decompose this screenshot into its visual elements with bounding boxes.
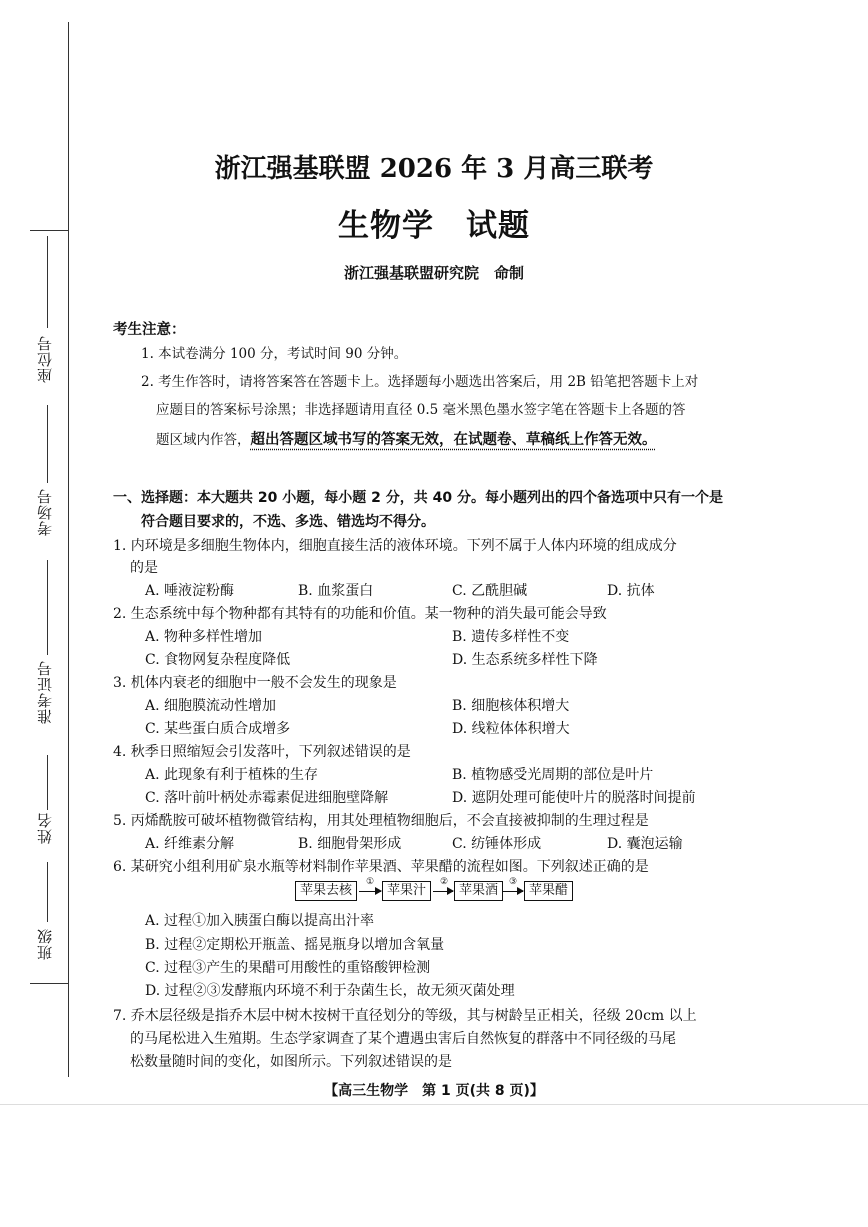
subject-title: 生物学 试题 — [338, 208, 530, 244]
notice-emphasis-text: 超出答题区域书写的答案无效，在试题卷、草稿纸上作答无效。 — [250, 432, 657, 448]
q5-option-a[interactable]: A. 纤维素分解 — [145, 836, 235, 852]
q1-option-c[interactable]: C. 乙酰胆碱 — [452, 583, 528, 599]
q1-option-d[interactable]: D. 抗体 — [607, 583, 655, 599]
strip-bottom-rule — [30, 983, 68, 984]
q7-stem-line-2: 的马尾松进入生殖期。生态学家调查了某个遭遇虫害后自然恢复的群落中不同径级的马尾 — [130, 1031, 676, 1047]
q6-option-b[interactable]: B. 过程②定期松开瓶盖、摇晃瓶身以增加含氧量 — [145, 937, 445, 953]
q4-stem: 4. 秋季日照缩短会引发落叶，下列叙述错误的是 — [113, 744, 411, 760]
exam-title: 浙江强基联盟 2026 年 3 月高三联考 — [214, 154, 654, 184]
notice-item-2-line-3 — [156, 430, 657, 450]
name-fill-line[interactable] — [47, 755, 48, 810]
page-footer: 【高三生物学 第 1 页(共 8 页)】 — [324, 1083, 544, 1099]
flow-step-1-label: ① — [366, 877, 375, 887]
q1-stem-line-1: 1. 内环境是多细胞生物体内，细胞直接生活的液体环境。下列不属于人体内环境的组成成分 — [113, 538, 677, 554]
q6-option-d[interactable]: D. 过程②③发酵瓶内环境不利于杂菌生长，故无须灭菌处理 — [145, 983, 515, 999]
notice-heading: 考生注意： — [113, 322, 186, 338]
flow-step-3-label: ③ — [509, 877, 518, 887]
footer-divider — [0, 1104, 868, 1105]
q5-option-b[interactable]: B. 细胞骨架形成 — [298, 836, 402, 852]
flow-box-apple-wine: 苹果酒 — [454, 881, 503, 901]
class-label: 班级 — [36, 928, 54, 960]
flow-arrow-1 — [359, 891, 381, 892]
q3-option-d[interactable]: D. 线粒体体积增大 — [452, 721, 570, 737]
q5-option-c[interactable]: C. 纺锤体形成 — [452, 836, 542, 852]
q5-stem: 5. 丙烯酰胺可破坏植物微管结构，用其处理植物细胞后，不会直接被抑制的生理过程是 — [113, 813, 649, 829]
q3-option-c[interactable]: C. 某些蛋白质合成增多 — [145, 721, 291, 737]
class-fill-line[interactable] — [47, 862, 48, 922]
admission-number-label: 准考证号 — [36, 660, 54, 724]
section-1-heading-line-2: 符合题目要求的，不选、多选、错选均不得分。 — [141, 514, 435, 530]
flow-step-2-label: ② — [440, 877, 449, 887]
q1-option-b[interactable]: B. 血浆蛋白 — [298, 583, 374, 599]
q2-option-b[interactable]: B. 遗传多样性不变 — [452, 629, 570, 645]
notice-plain-text: 题区域内作答， — [156, 432, 251, 448]
q3-stem: 3. 机体内衰老的细胞中一般不会发生的现象是 — [113, 675, 397, 691]
q6-option-a[interactable]: A. 过程①加入胰蛋白酶以提高出汁率 — [145, 913, 375, 929]
notice-item-1: 1. 本试卷满分 100 分，考试时间 90 分钟。 — [141, 346, 408, 362]
q4-option-b[interactable]: B. 植物感受光周期的部位是叶片 — [452, 767, 654, 783]
q1-stem-line-2: 的是 — [130, 560, 158, 576]
notice-item-2-line-2: 应题目的答案标号涂黑；非选择题请用直径 0.5 毫米黑色墨水签字笔在答题卡上各题的答 — [156, 402, 686, 418]
q2-option-a[interactable]: A. 物种多样性增加 — [145, 629, 263, 645]
q1-option-a[interactable]: A. 唾液淀粉酶 — [145, 583, 235, 599]
q2-stem: 2. 生态系统中每个物种都有其特有的功能和价值。某一物种的消失最可能会导致 — [113, 606, 607, 622]
q5-option-d[interactable]: D. 囊泡运输 — [607, 836, 683, 852]
admission-number-fill-line[interactable] — [47, 560, 48, 655]
notice-item-2-line-1: 2. 考生作答时，请将答案答在答题卡上。选择题每小题选出答案后，用 2B 铅笔把答题卡上对 — [141, 374, 699, 390]
name-label: 姓名 — [36, 812, 54, 844]
flow-arrow-2 — [433, 891, 453, 892]
author-line: 浙江强基联盟研究院 命制 — [343, 264, 524, 282]
seat-number-label: 座位号 — [36, 335, 54, 383]
q4-option-a[interactable]: A. 此现象有利于植株的生存 — [145, 767, 319, 783]
q4-option-d[interactable]: D. 遮阴处理可能使叶片的脱落时间提前 — [452, 790, 696, 806]
room-number-label: 考场号 — [36, 488, 54, 536]
q6-option-c[interactable]: C. 过程③产生的果醋可用酸性的重铬酸钾检测 — [145, 960, 431, 976]
flow-box-apple-pitted: 苹果去核 — [295, 881, 357, 901]
flow-box-apple-vinegar: 苹果醋 — [524, 881, 573, 901]
q7-stem-line-1: 7. 乔木层径级是指乔木层中树木按树干直径划分的等级，其与树龄呈正相关，径级 20cm 以上 — [113, 1008, 697, 1024]
q2-option-d[interactable]: D. 生态系统多样性下降 — [452, 652, 598, 668]
q4-option-c[interactable]: C. 落叶前叶柄处赤霉素促进细胞壁降解 — [145, 790, 389, 806]
flow-arrow-3 — [503, 891, 523, 892]
q6-stem: 6. 某研究小组利用矿泉水瓶等材料制作苹果酒、苹果醋的流程如图。下列叙述正确的是 — [113, 859, 649, 875]
q3-option-a[interactable]: A. 细胞膜流动性增加 — [145, 698, 277, 714]
q3-option-b[interactable]: B. 细胞核体积增大 — [452, 698, 570, 714]
room-number-fill-line[interactable] — [47, 405, 48, 483]
q2-option-c[interactable]: C. 食物网复杂程度降低 — [145, 652, 291, 668]
flow-box-apple-juice: 苹果汁 — [382, 881, 431, 901]
q7-stem-line-3: 松数量随时间的变化，如图所示。下列叙述错误的是 — [130, 1054, 452, 1070]
section-1-heading-line-1: 一、选择题：本大题共 20 小题，每小题 2 分，共 40 分。每小题列出的四个备选项中只有一个是 — [113, 490, 723, 506]
